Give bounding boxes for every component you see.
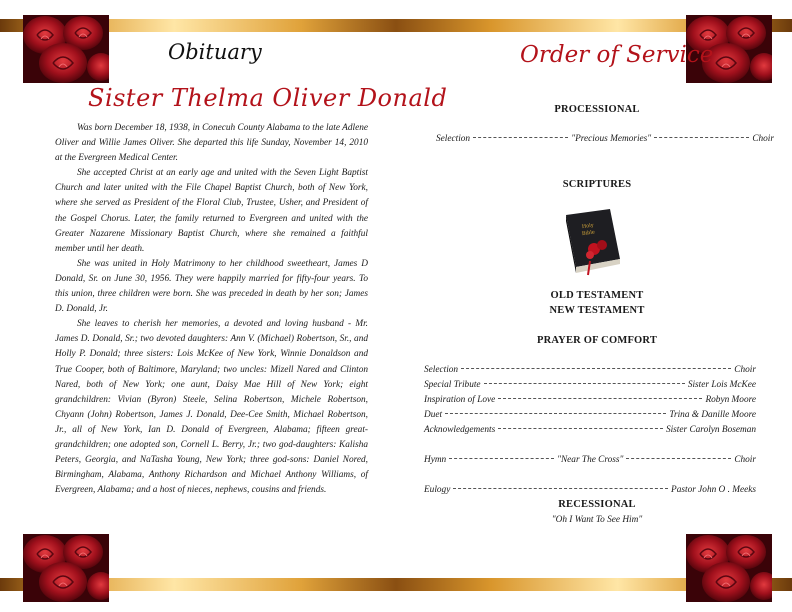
deceased-name: Sister Thelma Oliver Donald [88, 84, 448, 112]
order-of-service-heading: Order of Service [520, 42, 714, 68]
gold-border-top [0, 19, 792, 32]
program-item [424, 410, 756, 424]
recessional-song: "Oh I Want To See Him" [551, 515, 643, 525]
new-testament: NEW TESTAMENT [549, 305, 645, 316]
rose-icon [686, 534, 772, 602]
svg-text:Bible: Bible [581, 229, 596, 238]
obituary-paragraph: She leaves to cherish her memories, a devoted and loving husband - Mr. James D. Donald, Sr.; two devoted daughters: Ann V. (Michael) Robertson, Sr., and Holly P. Donald; three sisters: Lois McKee of New York, Winnie Donaldson and True Cooper, both of Baltimore, Maryland; two uncles: Mizell Nared and Clinton Nared, both of New York; one aunt, Daisy Mae Hill of New York; eight grandchildren: Vivian (Byron) Steele, Selina Robertson, Michele Robertson, Chyann (John) Robertson, James J. Donald, Dee-Cee Smith, Michael Robertson, Jr., all of New York, Ian D. Donald of Evergreen, Alabama; fifteen great-grandchildren; one adopted son, Cornell L. Berry, Jr.; two god-daughters: Kalisha Peters, Georgia, and NaTasha Young, New York; three god-sons: Daniel Nored, Birmingham, Alabama, Anthony Richardson and Michael Anthony Williams, of Evergreen, Alabama; and a host of nieces, nephews, cousins and friends. [55, 319, 368, 496]
rose-icon [23, 15, 109, 83]
obituary-paragraph: She was united in Holy Matrimony to her childhood sweetheart, James D Donald, Sr. on June 30, 1956. They were happily married for fifty-four years. To this union, three children were born. She was preceded in death by her son; James D. Donald, Jr. [55, 258, 368, 315]
program-item [424, 380, 756, 394]
item-label: Eulogy [424, 485, 451, 495]
obituary-paragraph: She accepted Christ at an early age and united with the Seven Light Baptist Church and later united with the File Chapel Baptist Church, both of New York, where she served as President of the Floral Club, Trustee, Usher, and President of the Gospel Chorus. Later, the family returned to Evergreen and united with the Greater Nazarene Missionary Baptist Church, where she remained a faithful member until her death. [55, 168, 368, 254]
leader-dots [473, 137, 568, 138]
leader-dots [453, 488, 668, 489]
old-testament: OLD TESTAMENT [550, 290, 644, 301]
leader-dots [654, 137, 749, 138]
item-performer: Robyn Moore [705, 395, 756, 405]
item-label: Selection [436, 134, 471, 144]
obituary-heading: Obituary [168, 40, 262, 64]
item-label: Acknowledgements [424, 425, 496, 435]
program-item [424, 425, 756, 439]
item-performer: Sister Lois McKee [687, 380, 756, 390]
leader-dots [484, 383, 685, 384]
leader-dots [445, 413, 666, 414]
item-performer: Choir [752, 134, 775, 144]
item-label: Hymn [424, 455, 447, 465]
prayer-heading: PRAYER OF COMFORT [536, 335, 658, 346]
item-performer: Choir [734, 455, 757, 465]
recessional-heading: RECESSIONAL [558, 499, 636, 510]
leader-dots [498, 428, 663, 429]
eulogy-line [424, 485, 756, 499]
item-performer: Sister Carolyn Boseman [665, 425, 756, 435]
leader-dots [498, 398, 702, 399]
hymn-line [424, 455, 756, 469]
item-label: Duet [424, 410, 443, 420]
program-item [424, 365, 756, 379]
svg-text:Holy: Holy [581, 222, 595, 231]
leader-dots [449, 458, 554, 459]
item-song: "Near The Cross" [557, 455, 624, 465]
item-performer: Choir [734, 365, 756, 375]
selection-line [436, 134, 774, 148]
processional-heading: PROCESSIONAL [554, 104, 640, 115]
rose-icon [23, 534, 109, 602]
item-label: Inspiration of Love [424, 395, 496, 405]
obituary-text [55, 121, 368, 498]
item-performer: Trina & Danille Moore [669, 410, 756, 420]
gold-border-bottom [0, 578, 792, 591]
item-performer: Pastor John O . Meeks [671, 485, 756, 495]
leader-dots [461, 368, 731, 369]
item-song: "Precious Memories" [571, 134, 652, 144]
item-label: Special Tribute [424, 380, 481, 390]
obituary-paragraph: Was born December 18, 1938, in Conecuh County Alabama to the late Adlene Oliver and Willie James Oliver. She departed this life Sunday, November 14, 2010 at the Evergreen Medical Center. [55, 123, 368, 164]
leader-dots [626, 458, 731, 459]
scriptures-heading: SCRIPTURES [562, 179, 632, 190]
item-label: Selection [424, 365, 459, 375]
bible-icon [560, 207, 624, 277]
program-item [424, 395, 756, 409]
